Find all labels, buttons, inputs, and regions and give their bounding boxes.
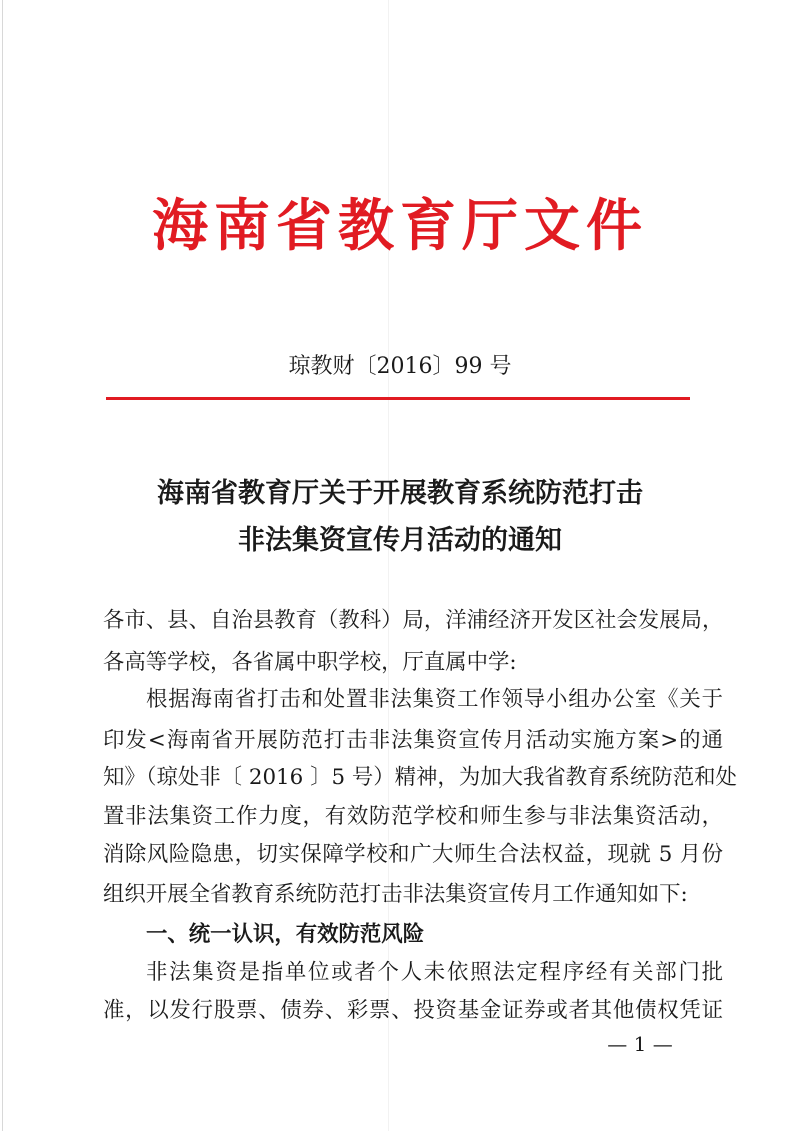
recipient-line-1: 各市、县、自治县教育（教科）局，洋浦经济开发区社会发展局， xyxy=(103,608,724,633)
section-1-heading: 一、统一认识，有效防范风险 xyxy=(146,922,425,947)
paragraph-line-2: 印发<海南省开展防范打击非法集资宣传月活动实施方案>的通 xyxy=(103,728,723,753)
section-1-line-1: 非法集资是指单位或者个人未依照法定程序经有关部门批 xyxy=(146,960,723,985)
paragraph-line-5: 消除风险隐患，切实保障学校和广大师生合法权益，现就 5 月份 xyxy=(103,842,723,867)
paragraph-line-6: 组织开展全省教育系统防范打击非法集资宣传月工作通知如下: xyxy=(103,882,688,907)
section-1-line-2: 准，以发行股票、债券、彩票、投资基金证券或者其他债权凭证 xyxy=(103,998,723,1023)
paragraph-line-4: 置非法集资工作力度，有效防范学校和师生参与非法集资活动， xyxy=(103,804,723,829)
header-red-rule xyxy=(106,397,690,400)
recipient-line-2: 各高等学校，各省属中职学校，厅直属中学: xyxy=(103,650,517,675)
notice-title-line-2: 非法集资宣传月活动的通知 xyxy=(238,525,562,556)
document-number: 琼教财〔2016〕99 号 xyxy=(288,354,512,379)
notice-title-line-1: 海南省教育厅关于开展教育系统防范打击 xyxy=(157,478,643,509)
paragraph-line-3: 知》（琼处非〔 2016 〕5 号）精神，为加大我省教育系统防范和处 xyxy=(103,765,737,790)
page-number: — 1 — xyxy=(607,1032,673,1056)
page-edge xyxy=(2,0,3,1131)
paragraph-line-1: 根据海南省打击和处置非法集资工作领导小组办公室《关于 xyxy=(146,687,723,712)
document-header-title: 海南省教育厅文件 xyxy=(152,193,648,259)
